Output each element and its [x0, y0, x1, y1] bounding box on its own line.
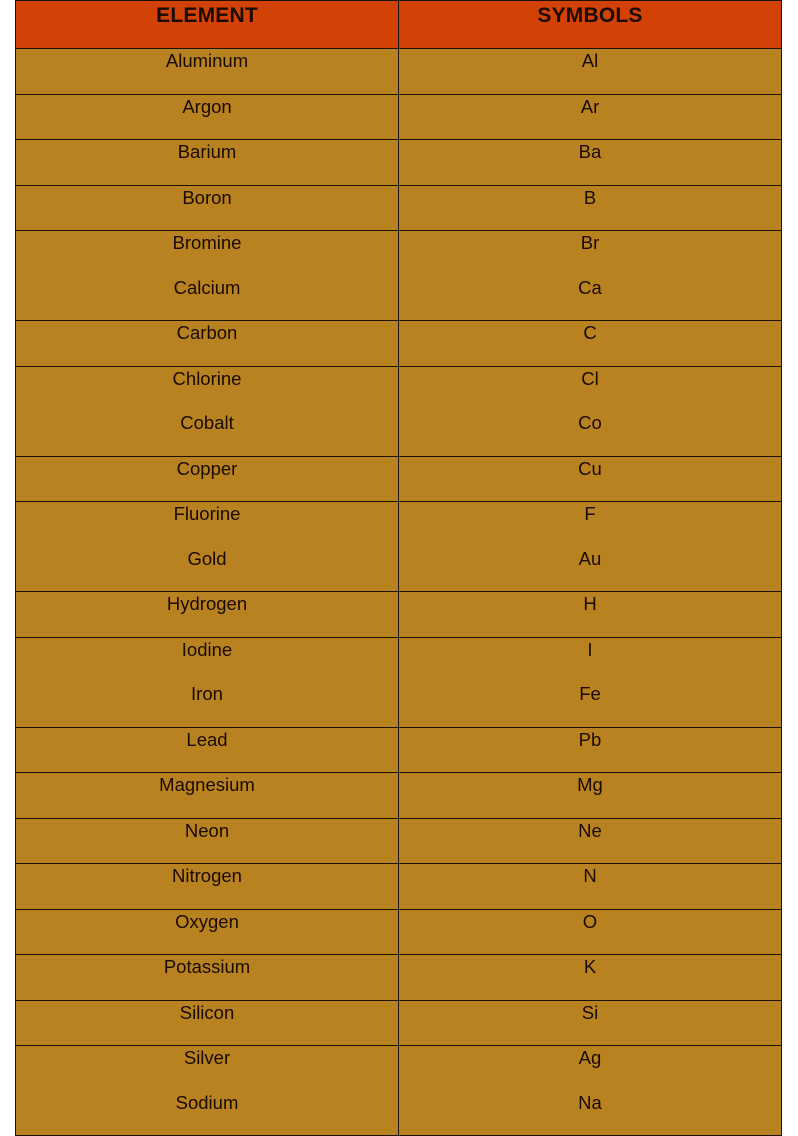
symbol-cell: [399, 502, 782, 592]
element-cell: [16, 1000, 399, 1046]
element-cell: [16, 185, 399, 231]
element-cell: [16, 592, 399, 638]
element-name: Argon: [182, 95, 232, 117]
table-row: [16, 231, 782, 321]
table-row: [16, 366, 782, 456]
table-row: [16, 909, 782, 955]
symbol-cell: [399, 773, 782, 819]
element-symbol: O: [582, 910, 598, 932]
element-symbol: Fe: [579, 683, 601, 704]
element-symbol: Cl: [581, 367, 599, 389]
table-row: [16, 321, 782, 367]
element-symbol: Cu: [578, 457, 602, 479]
symbol-cell: [399, 818, 782, 864]
table-row: [16, 818, 782, 864]
element-symbol: Ar: [580, 95, 600, 117]
symbol-cell: [399, 231, 782, 321]
symbol-cell: [399, 1046, 782, 1136]
element-name: Iodine: [181, 638, 233, 660]
element-cell: [16, 366, 399, 456]
symbol-cell: [399, 49, 782, 95]
element-name: Magnesium: [159, 774, 255, 795]
element-name: Neon: [184, 819, 230, 841]
element-cell: [16, 637, 399, 727]
element-cell: [16, 727, 399, 773]
symbol-cell: [399, 366, 782, 456]
element-name: Silicon: [179, 1001, 235, 1023]
symbol-cell: [399, 321, 782, 367]
elements-table: [15, 0, 782, 1136]
element-cell: [16, 140, 399, 186]
table-row: [16, 864, 782, 910]
element-cell: [16, 456, 399, 502]
element-symbol: Pb: [578, 728, 602, 750]
element-name: Cobalt: [180, 412, 234, 433]
element-cell: [16, 955, 399, 1001]
element-cell: [16, 773, 399, 819]
table-row: [16, 727, 782, 773]
header-row: [16, 1, 782, 49]
table-row: [16, 1046, 782, 1136]
element-name: Fluorine: [173, 503, 241, 524]
table-row: [16, 955, 782, 1001]
element-cell: [16, 864, 399, 910]
element-name: Calcium: [173, 276, 241, 298]
element-symbol: K: [583, 956, 597, 977]
element-cell: [16, 1046, 399, 1136]
element-cell: [16, 502, 399, 592]
element-name: Potassium: [163, 956, 251, 977]
element-name: Bromine: [172, 232, 242, 253]
symbol-cell: [399, 592, 782, 638]
element-cell: [16, 231, 399, 321]
element-symbol: C: [583, 322, 597, 343]
element-name: Hydrogen: [166, 593, 248, 614]
element-symbol: N: [583, 865, 597, 886]
element-cell: [16, 909, 399, 955]
element-name: Carbon: [176, 322, 238, 343]
element-symbol: Na: [578, 1091, 602, 1113]
header-symbols: SYMBOLS: [399, 1, 782, 49]
table-row: [16, 637, 782, 727]
element-symbol: F: [584, 503, 596, 524]
table-row: [16, 94, 782, 140]
element-cell: [16, 94, 399, 140]
table-row: [16, 592, 782, 638]
header-element: ELEMENT: [16, 1, 399, 49]
element-symbol: Al: [581, 50, 599, 71]
element-name: Barium: [177, 141, 237, 162]
table-row: [16, 1000, 782, 1046]
table-row: [16, 140, 782, 186]
symbol-cell: [399, 94, 782, 140]
symbol-cell: [399, 727, 782, 773]
symbol-cell: [399, 909, 782, 955]
table-row: [16, 185, 782, 231]
element-name: Silver: [183, 1047, 231, 1068]
symbol-cell: [399, 864, 782, 910]
element-name: Sodium: [175, 1091, 239, 1113]
element-symbol: Br: [580, 232, 600, 253]
element-name: Boron: [182, 186, 232, 208]
element-symbol: Ag: [578, 1047, 602, 1068]
element-symbol: Ba: [578, 141, 602, 162]
element-symbol: I: [587, 638, 593, 660]
table-row: [16, 502, 782, 592]
symbol-cell: [399, 456, 782, 502]
element-symbol: Ne: [578, 819, 602, 841]
element-symbol: B: [583, 186, 597, 208]
table-row: [16, 49, 782, 95]
element-symbol: Ca: [578, 276, 602, 298]
symbol-cell: [399, 185, 782, 231]
element-name: Aluminum: [165, 50, 249, 71]
symbol-cell: [399, 1000, 782, 1046]
table-body: [16, 49, 782, 1136]
element-name: Copper: [176, 457, 238, 479]
element-name: Nitrogen: [172, 865, 242, 886]
element-symbol: Si: [581, 1001, 599, 1023]
symbol-cell: [399, 955, 782, 1001]
element-name: Chlorine: [172, 367, 242, 389]
element-name: Oxygen: [175, 910, 239, 932]
element-cell: [16, 49, 399, 95]
symbol-cell: [399, 637, 782, 727]
element-name: Lead: [186, 728, 228, 750]
element-symbol: Co: [578, 412, 602, 433]
element-name: Iron: [191, 683, 223, 704]
symbol-cell: [399, 140, 782, 186]
table-row: [16, 773, 782, 819]
table-row: [16, 456, 782, 502]
element-cell: [16, 321, 399, 367]
element-cell: [16, 818, 399, 864]
element-symbol: Au: [578, 547, 602, 569]
element-symbol: H: [583, 593, 597, 614]
element-name: Gold: [187, 547, 227, 569]
element-symbol: Mg: [577, 774, 603, 795]
